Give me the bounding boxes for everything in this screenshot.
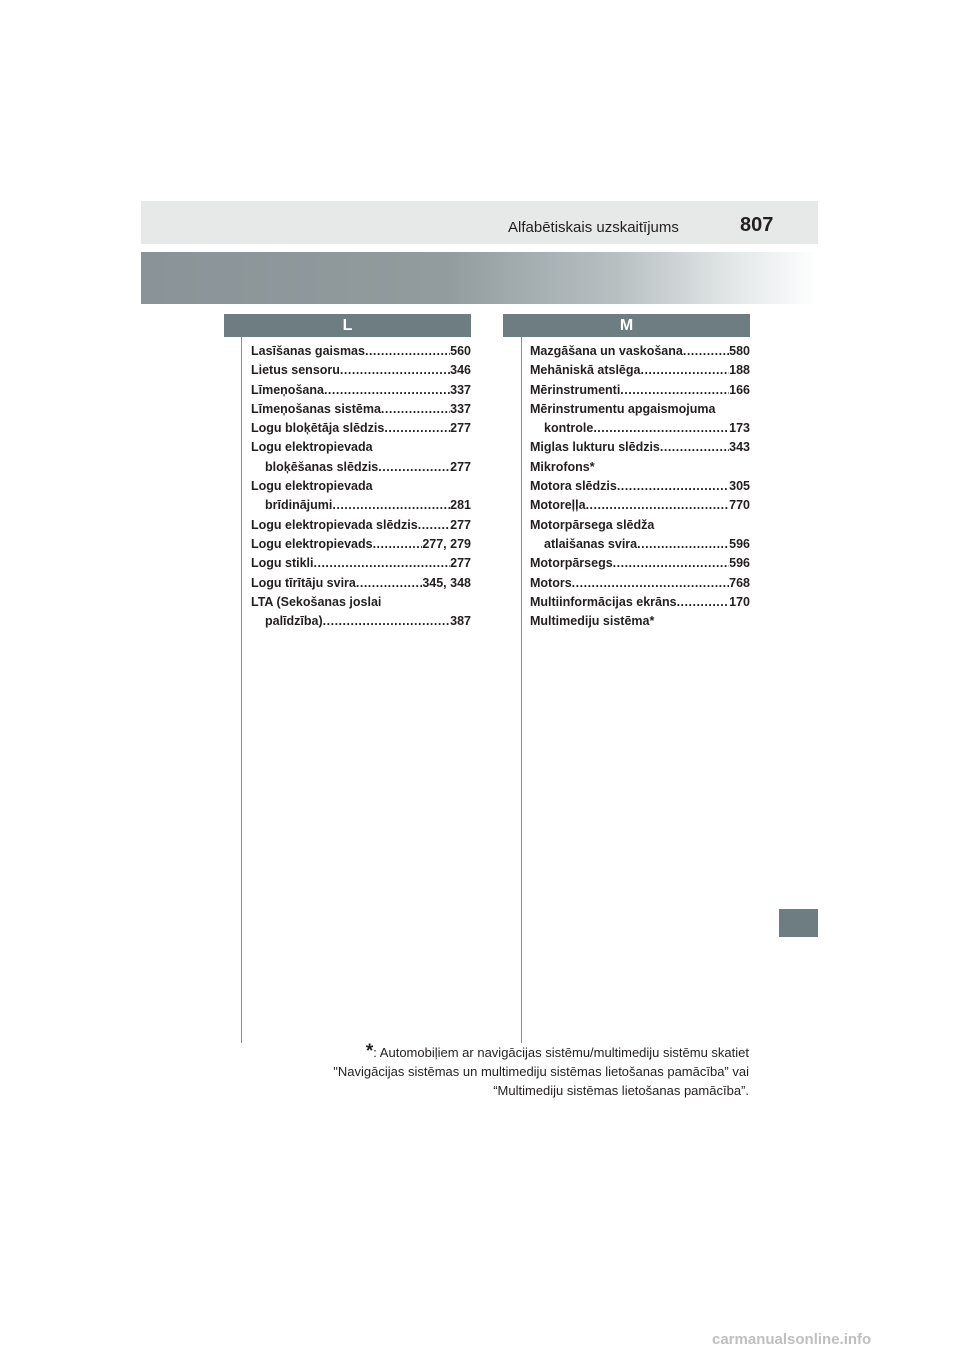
entry-term: Mikrofons*: [530, 459, 595, 474]
page-number: 807: [740, 214, 774, 236]
entry-term: Multimediju sistēma*: [530, 614, 655, 629]
entry-term: Lietus sensoru: [251, 363, 340, 378]
index-entry: [251, 342, 471, 361]
entry-page: 337: [450, 401, 471, 416]
entry-term: Mazgāšana un vaskošana: [530, 344, 683, 358]
entry-page: 560: [450, 344, 471, 358]
dot-leader: [677, 593, 730, 612]
column-rule-left: [241, 337, 242, 1043]
entry-page: 277: [450, 556, 471, 571]
index-entry: [530, 400, 750, 419]
index-entry: [251, 361, 471, 380]
index-entry: [251, 516, 471, 535]
dot-leader: [593, 419, 729, 438]
dot-leader: [340, 361, 450, 380]
index-column-m: [530, 342, 750, 631]
entry-term: kontrole: [544, 421, 594, 436]
index-entry: [530, 438, 750, 457]
footnote: [240, 1041, 749, 1100]
index-entry: [530, 516, 750, 535]
entry-term: atlaišanas svira: [544, 536, 638, 551]
dot-leader: [384, 419, 450, 438]
entry-term: Motora slēdzis: [530, 479, 617, 494]
entry-term: Lasīšanas gaismas: [251, 344, 365, 358]
index-entry: [530, 342, 750, 361]
entry-page: 277: [450, 421, 471, 436]
dot-leader: [640, 361, 729, 380]
entry-page: 770: [729, 498, 750, 513]
watermark: carmanualsonline.info: [712, 1331, 872, 1348]
footnote-mark: *: [365, 1041, 374, 1062]
entry-term: Motors: [530, 575, 572, 590]
dot-leader: [617, 477, 729, 496]
entry-page: 277: [450, 517, 471, 532]
entry-term: Logu tīrītāju svira: [251, 575, 356, 590]
entry-page: 173: [729, 421, 750, 436]
section-header-l: L: [224, 314, 471, 337]
dot-leader: [660, 438, 729, 457]
index-entry: [251, 612, 471, 631]
entry-page: 337: [450, 382, 471, 397]
entry-term: Logu elektropievada: [251, 479, 373, 494]
entry-term: Motoreļļa: [530, 498, 586, 513]
entry-page: 277, 279: [422, 536, 471, 551]
section-tab: [779, 909, 818, 937]
entry-term: Multiinformācijas ekrāns: [530, 594, 677, 609]
index-entry: [530, 496, 750, 515]
entry-page: 580: [729, 344, 750, 358]
dot-leader: [356, 574, 422, 593]
index-entry: [530, 593, 750, 612]
index-entry: [530, 612, 750, 631]
dot-leader: [572, 574, 729, 593]
entry-page: 346: [450, 363, 471, 378]
entry-page: 343: [729, 440, 750, 455]
dot-leader: [418, 516, 450, 535]
entry-page: 596: [729, 556, 750, 571]
entry-page: 387: [450, 614, 471, 629]
footnote-line: : Automobiļiem ar navigācijas sistēmu/multimediju sistēmu skatiet: [373, 1045, 749, 1060]
dot-leader: [620, 381, 729, 400]
dot-leader: [683, 342, 729, 361]
index-entry: [251, 535, 471, 554]
entry-page: 277: [450, 459, 471, 474]
index-entry: [251, 554, 471, 573]
index-entry: [530, 535, 750, 554]
dot-leader: [323, 612, 450, 631]
index-entry: [251, 574, 471, 593]
index-entry: [251, 438, 471, 457]
entry-page: 166: [729, 382, 750, 397]
entry-term: Logu elektropievads: [251, 536, 373, 551]
index-entry: [251, 477, 471, 496]
entry-term: Līmeņošana: [251, 382, 324, 397]
index-column-l: [251, 342, 471, 631]
column-rule-middle: [521, 337, 522, 1043]
dot-leader: [637, 535, 729, 554]
entry-page: 345, 348: [422, 575, 471, 590]
header-title: Alfabētiskais uzskaitījums: [508, 219, 679, 236]
section-header-m: M: [503, 314, 750, 337]
entry-page: 768: [729, 575, 750, 590]
entry-term: Logu elektropievada slēdzis: [251, 517, 418, 532]
dot-leader: [314, 554, 451, 573]
index-entry: [251, 593, 471, 612]
index-entry: [251, 400, 471, 419]
decorative-band: [141, 252, 818, 304]
entry-page: 305: [729, 479, 750, 494]
footnote-line: “Multimediju sistēmas lietošanas pamācība”.: [493, 1082, 749, 1098]
entry-term: bloķēšanas slēdzis: [265, 459, 379, 474]
dot-leader: [373, 535, 423, 554]
entry-page: 188: [729, 363, 750, 378]
entry-term: Mehāniskā atslēga: [530, 363, 641, 378]
entry-term: Līmeņošanas sistēma: [251, 401, 381, 416]
index-entry: [530, 554, 750, 573]
dot-leader: [378, 458, 450, 477]
index-entry: [530, 477, 750, 496]
entry-term: LTA (Sekošanas joslai: [251, 594, 382, 609]
index-entry: [251, 458, 471, 477]
entry-term: Logu stikli: [251, 556, 314, 571]
dot-leader: [332, 496, 450, 515]
dot-leader: [381, 400, 450, 419]
dot-leader: [586, 496, 730, 515]
entry-page: 281: [450, 498, 471, 513]
index-entry: [530, 574, 750, 593]
index-entry: [530, 458, 750, 477]
dot-leader: [365, 342, 450, 361]
index-entry: [530, 381, 750, 400]
entry-term: Mērinstrumenti: [530, 382, 621, 397]
entry-page: 170: [729, 594, 750, 609]
entry-term: brīdinājumi: [265, 498, 333, 513]
entry-page: 596: [729, 536, 750, 551]
index-entry: [251, 381, 471, 400]
header-bar: [141, 201, 818, 244]
dot-leader: [324, 381, 450, 400]
entry-term: Logu bloķētāja slēdzis: [251, 421, 385, 436]
index-entry: [530, 419, 750, 438]
entry-term: Motorpārsegs: [530, 556, 613, 571]
index-entry: [251, 419, 471, 438]
entry-term: palīdzība): [265, 614, 323, 629]
entry-term: Motorpārsega slēdža: [530, 517, 655, 532]
entry-term: Logu elektropievada: [251, 440, 373, 455]
dot-leader: [613, 554, 729, 573]
index-entry: [530, 361, 750, 380]
entry-term: Miglas lukturu slēdzis: [530, 440, 660, 455]
footnote-line: "Navigācijas sistēmas un multimediju sistēmas lietošanas pamācība” vai: [333, 1063, 749, 1079]
entry-term: Mērinstrumentu apgaismojuma: [530, 401, 716, 416]
index-entry: [251, 496, 471, 515]
